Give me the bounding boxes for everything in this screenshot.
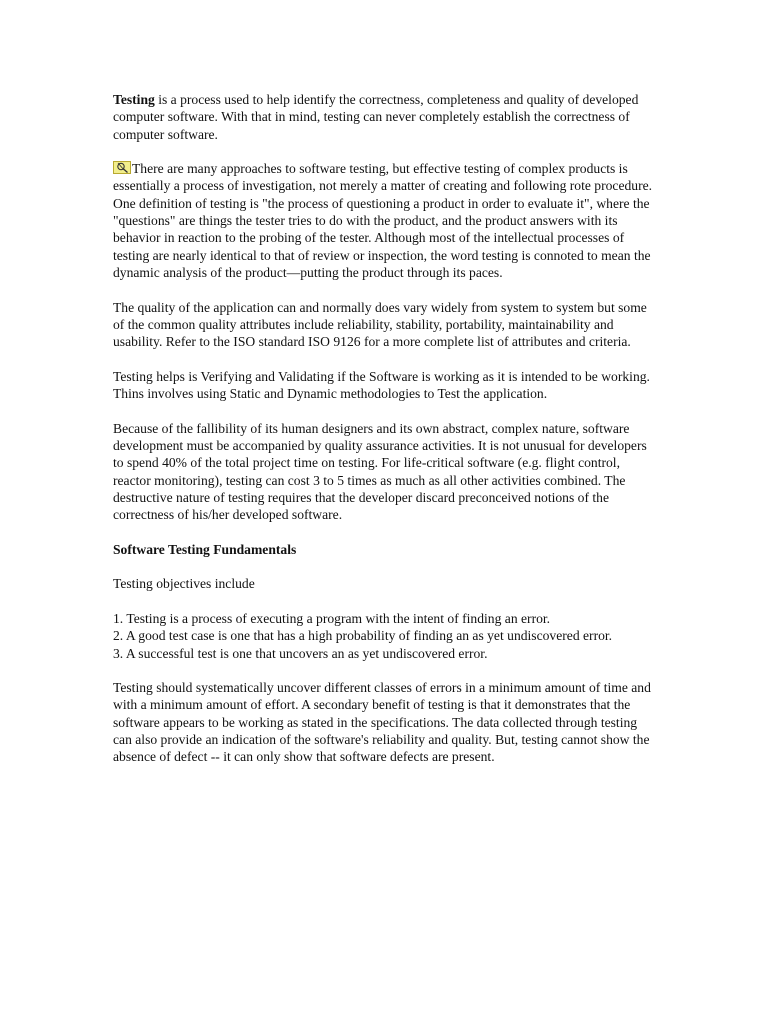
list-item: 1. Testing is a process of executing a program with the intent of finding an error. bbox=[113, 610, 551, 626]
list-item: 3. A successful test is one that uncovers an as yet undiscovered error. bbox=[113, 645, 488, 661]
paragraph-approaches bbox=[113, 160, 658, 281]
paragraph-intro bbox=[113, 91, 658, 143]
objectives-list bbox=[113, 610, 658, 662]
document-page bbox=[113, 91, 658, 783]
paragraph-verifying: Testing helps is Verifying and Validating if the Software is working as it is intended to be working. Thins involves using Static and Dynamic methodologies to Test the application. bbox=[113, 368, 650, 402]
paragraph-systematic: Testing should systematically uncover different classes of errors in a minimum amount of time and with a minimum amount of effort. A secondary benefit of testing is that it demonstrates that the software appears to be working as stated in the specifications. The data collected through testing can also provide an indication of the software's reliability and quality. But, testing cannot show the absence of defect -- it can only show that software defects are present. bbox=[113, 680, 651, 765]
objectives-intro: Testing objectives include bbox=[113, 576, 255, 592]
list-item: 2. A good test case is one that has a high probability of finding an as yet undiscovered error. bbox=[113, 628, 613, 644]
bold-term-testing: Testing bbox=[113, 92, 155, 107]
paragraph-intro-text: is a process used to help identify the correctness, completeness and quality of developed computer software. With that in mind, testing can never completely establish the correctness of computer software. bbox=[113, 92, 639, 142]
paragraph-approaches-text: There are many approaches to software testing, but effective testing of complex products is essentially a process of investigation, not merely a matter of creating and following rote procedure. One definition of testing is "the process of questioning a product in order to evaluate it", where the "questions" are things the tester tries to do with the product, and the product answers with its behavior in reaction to the probing of the tester. Although most of the intellectual processes of testing are nearly identical to that of review or inspection, the word testing is connoted to mean the dynamic analysis of the product—putting the product through its paces. bbox=[113, 161, 653, 280]
paragraph-fallibility: Because of the fallibility of its human designers and its own abstract, complex nature, software development must be accompanied by quality assurance activities. It is not unusual for developers to spend 40% of the total project time on testing. For life-critical software (e.g. flight control, reactor monitoring), testing can cost 3 to 5 times as much as all other activities combined. The destructive nature of testing requires that the developer discard preconceived notions of the correctness of his/her developed software. bbox=[113, 420, 647, 523]
paragraph-quality: The quality of the application can and normally does vary widely from system to system but some of the common quality attributes include reliability, stability, portability, maintainability and usability. Refer to the ISO standard ISO 9126 for a more complete list of attributes and criteria. bbox=[113, 299, 647, 350]
comment-note-icon[interactable] bbox=[113, 161, 131, 174]
section-heading: Software Testing Fundamentals bbox=[113, 541, 297, 557]
